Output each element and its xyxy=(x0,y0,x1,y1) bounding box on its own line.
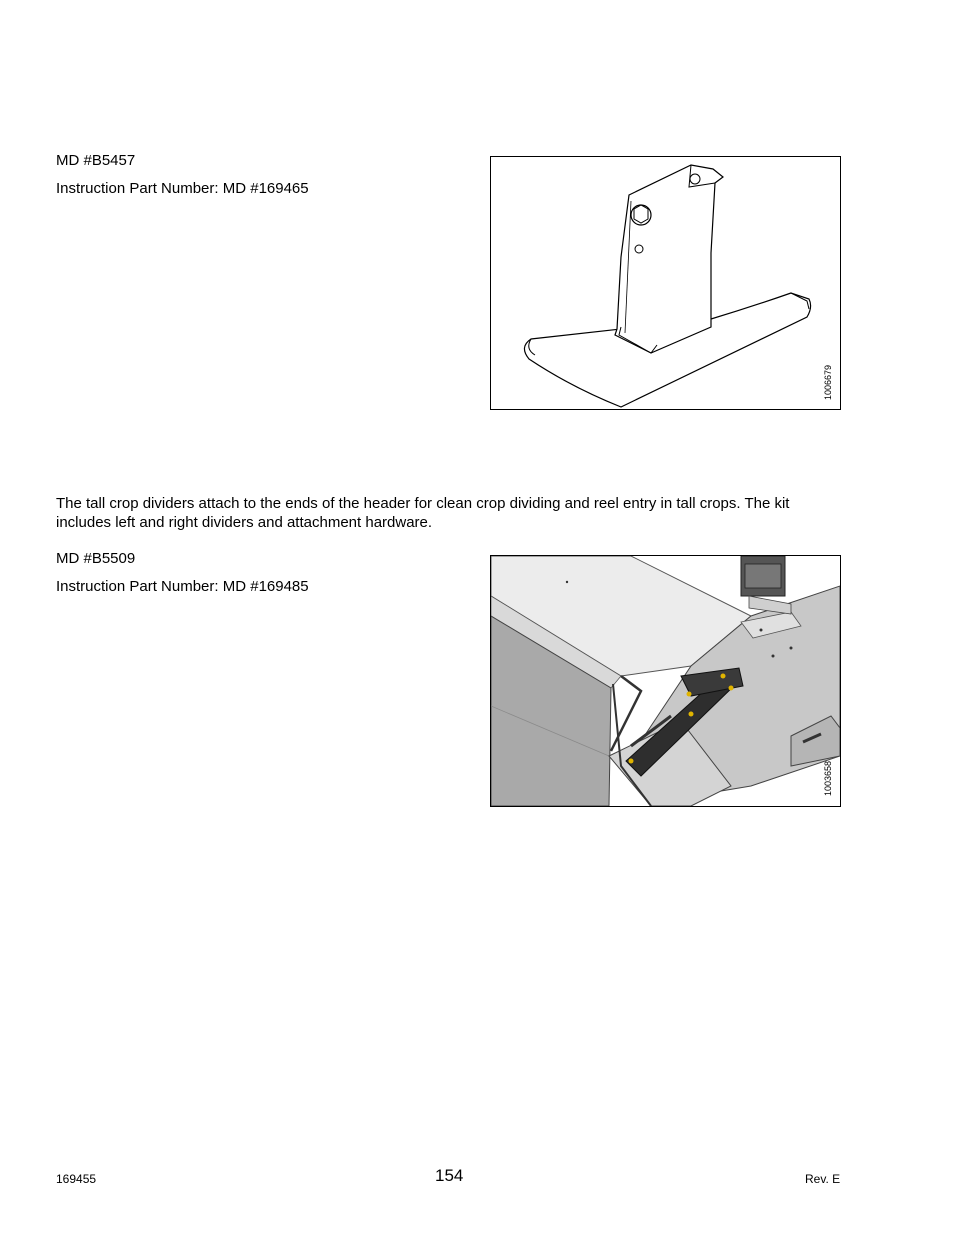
description-line-2: includes left and right dividers and attachment hardware. xyxy=(56,514,433,531)
figure-tall-crop-divider xyxy=(490,555,841,807)
revision: Rev. E xyxy=(805,1172,841,1186)
description-line-1: The tall crop dividers attach to the ends of the header for clean crop dividing and reel entry in tall crops. The kit xyxy=(56,495,790,512)
doc-number: 169455 xyxy=(56,1172,97,1186)
instruction-part-number-2: Instruction Part Number: MD #169485 xyxy=(56,578,309,595)
tall-crop-divider-illustration xyxy=(491,556,840,806)
instruction-part-number-1: Instruction Part Number: MD #169465 xyxy=(56,180,309,197)
figure-divider-shoe xyxy=(490,156,841,410)
page-number: 154 xyxy=(435,1166,464,1185)
divider-shoe-illustration xyxy=(491,157,840,409)
figure-id-2: 1003658 xyxy=(823,760,833,796)
part-number-1: MD #B5457 xyxy=(56,152,136,169)
part-number-2: MD #B5509 xyxy=(56,550,136,567)
figure-id-1: 1006679 xyxy=(823,364,833,400)
